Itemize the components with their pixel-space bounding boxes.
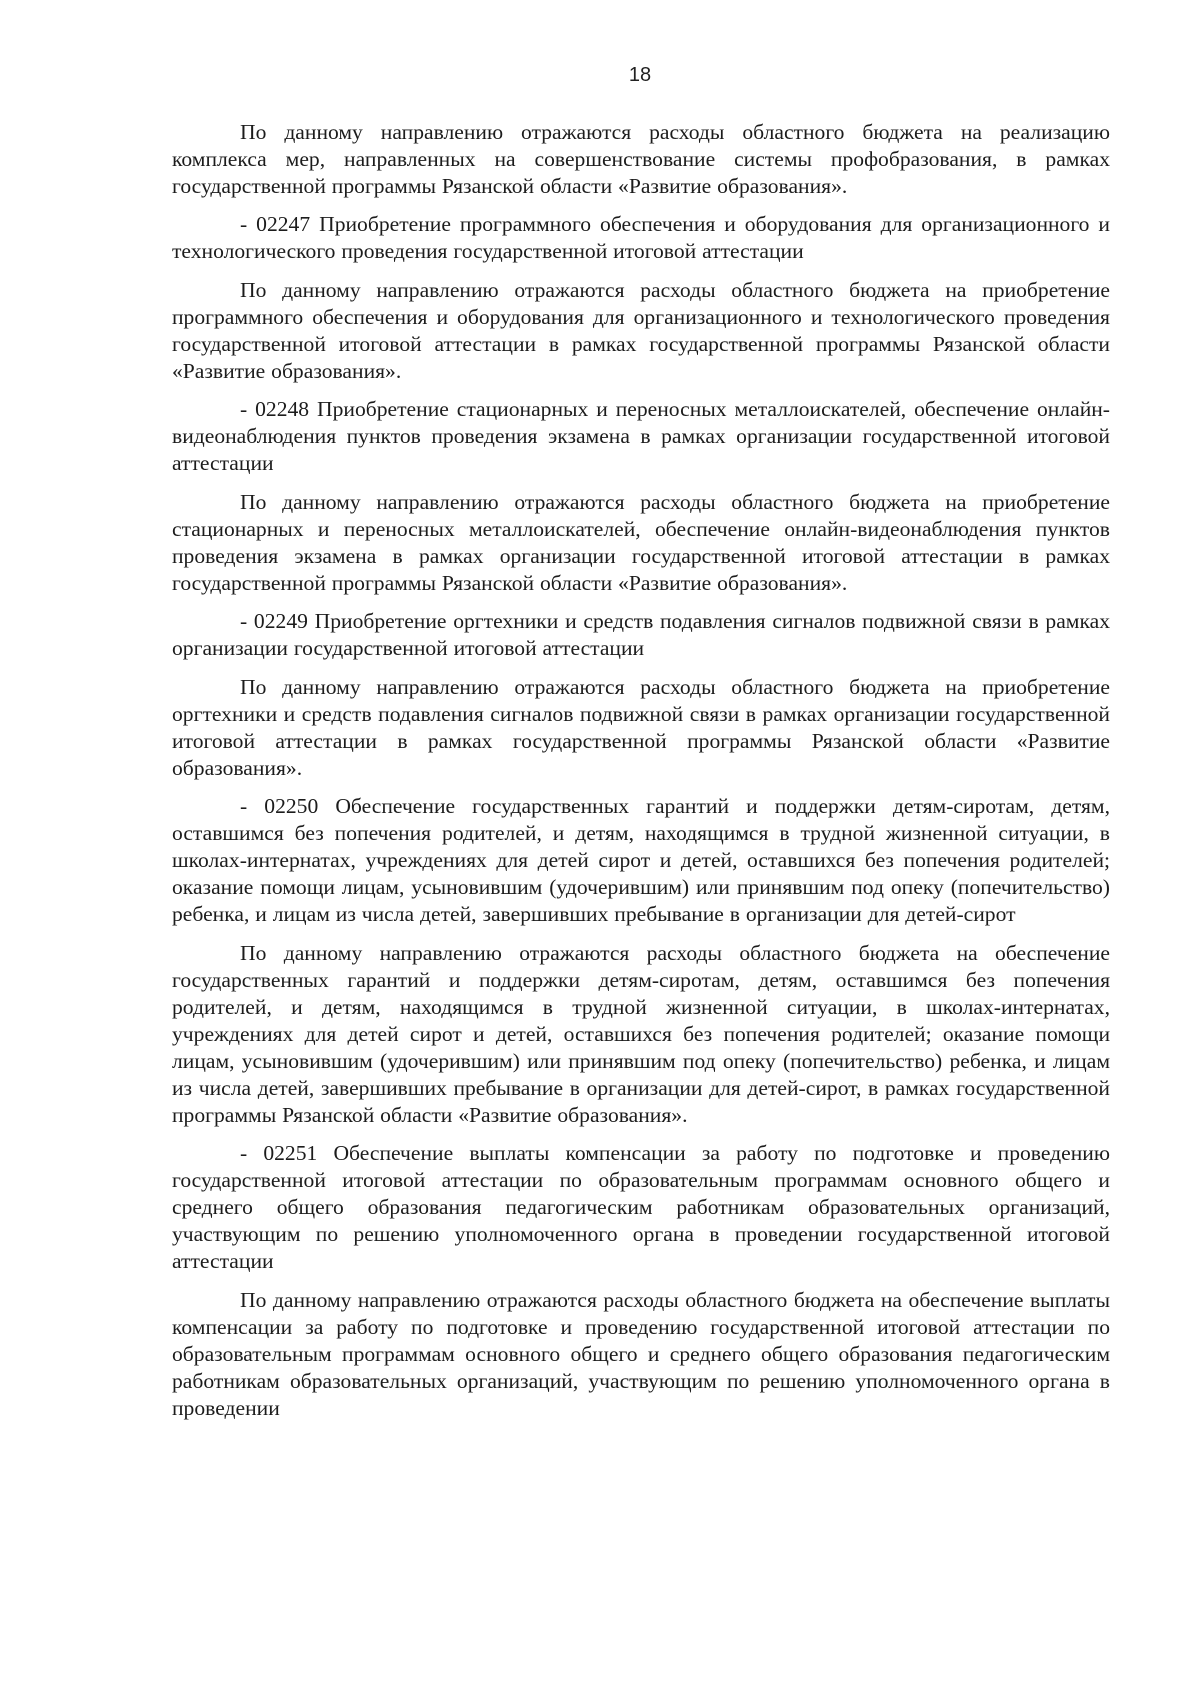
page-number: 18 bbox=[628, 64, 652, 86]
paragraph-description: По данному направлению отражаются расходы областного бюджета на приобретение программного обеспечения и оборудования для организационного и технологического проведения государственной итоговой аттестации в рамках государственной программы Рязанской области «Развитие образования». bbox=[172, 278, 1110, 383]
budget-item-02251: - 02251 Обеспечение выплаты компенсации за работу по подготовке и проведению государственной итоговой аттестации по образовательным программам основного общего и среднего общего образования педагогическим работникам образовательных организаций, участвующим по решению уполномоченного органа в проведении государственной итоговой аттестации bbox=[172, 1141, 1110, 1273]
paragraph-description: По данному направлению отражаются расходы областного бюджета на приобретение оргтехники и средств подавления сигналов подвижной связи в рамках организации государственной итоговой аттестации в рамках государственной программы Рязанской области «Развитие образования». bbox=[172, 675, 1110, 780]
paragraph-description: По данному направлению отражаются расходы областного бюджета на приобретение стационарных и переносных металлоискателей, обеспечение онлайн-видеонаблюдения пунктов проведения экзамена в рамках организации государственной итоговой аттестации в рамках государственной программы Рязанской области «Развитие образования». bbox=[172, 490, 1110, 595]
budget-item-02250: - 02250 Обеспечение государственных гарантий и поддержки детям-сиротам, детям, оставшимся без попечения родителей, и детям, находящимся в трудной жизненной ситуации, в школах-интернатах, учреждениях для детей сирот и детей, оставшихся без попечения родителей; оказание помощи лицам, усыновившим (удочерившим) или принявшим под опеку (попечительство) ребенка, и лицам из числа детей, завершивших пребывание в организации для детей-сирот bbox=[172, 794, 1110, 926]
budget-item-02248: - 02248 Приобретение стационарных и переносных металлоискателей, обеспечение онлайн-видеонаблюдения пунктов проведения экзамена в рамках организации государственной итоговой аттестации bbox=[172, 397, 1110, 475]
document-body bbox=[172, 119, 1110, 1433]
budget-item-02249: - 02249 Приобретение оргтехники и средств подавления сигналов подвижной связи в рамках организации государственной итоговой аттестации bbox=[172, 609, 1110, 660]
paragraph-description: По данному направлению отражаются расходы областного бюджета на реализацию комплекса мер, направленных на совершенствование системы профобразования, в рамках государственной программы Рязанской области «Развитие образования». bbox=[172, 120, 1110, 198]
paragraph-description: По данному направлению отражаются расходы областного бюджета на обеспечение выплаты компенсации за работу по подготовке и проведению государственной итоговой аттестации по образовательным программам основного общего и среднего общего образования педагогическим работникам образовательных организаций, участвующим по решению уполномоченного органа в проведении bbox=[172, 1288, 1110, 1420]
paragraph-description: По данному направлению отражаются расходы областного бюджета на обеспечение государственных гарантий и поддержки детям-сиротам, детям, оставшимся без попечения родителей, и детям, находящимся в трудной жизненной ситуации, в школах-интернатах, учреждениях для детей сирот и детей, оставшихся без попечения родителей; оказание помощи лицам, усыновившим (удочерившим) или принявшим под опеку (попечительство) ребенка, и лицам из числа детей, завершивших пребывание в организации для детей-сирот, в рамках государственной программы Рязанской области «Развитие образования». bbox=[172, 941, 1110, 1127]
budget-item-02247: - 02247 Приобретение программного обеспечения и оборудования для организационного и технологического проведения государственной итоговой аттестации bbox=[172, 212, 1110, 263]
